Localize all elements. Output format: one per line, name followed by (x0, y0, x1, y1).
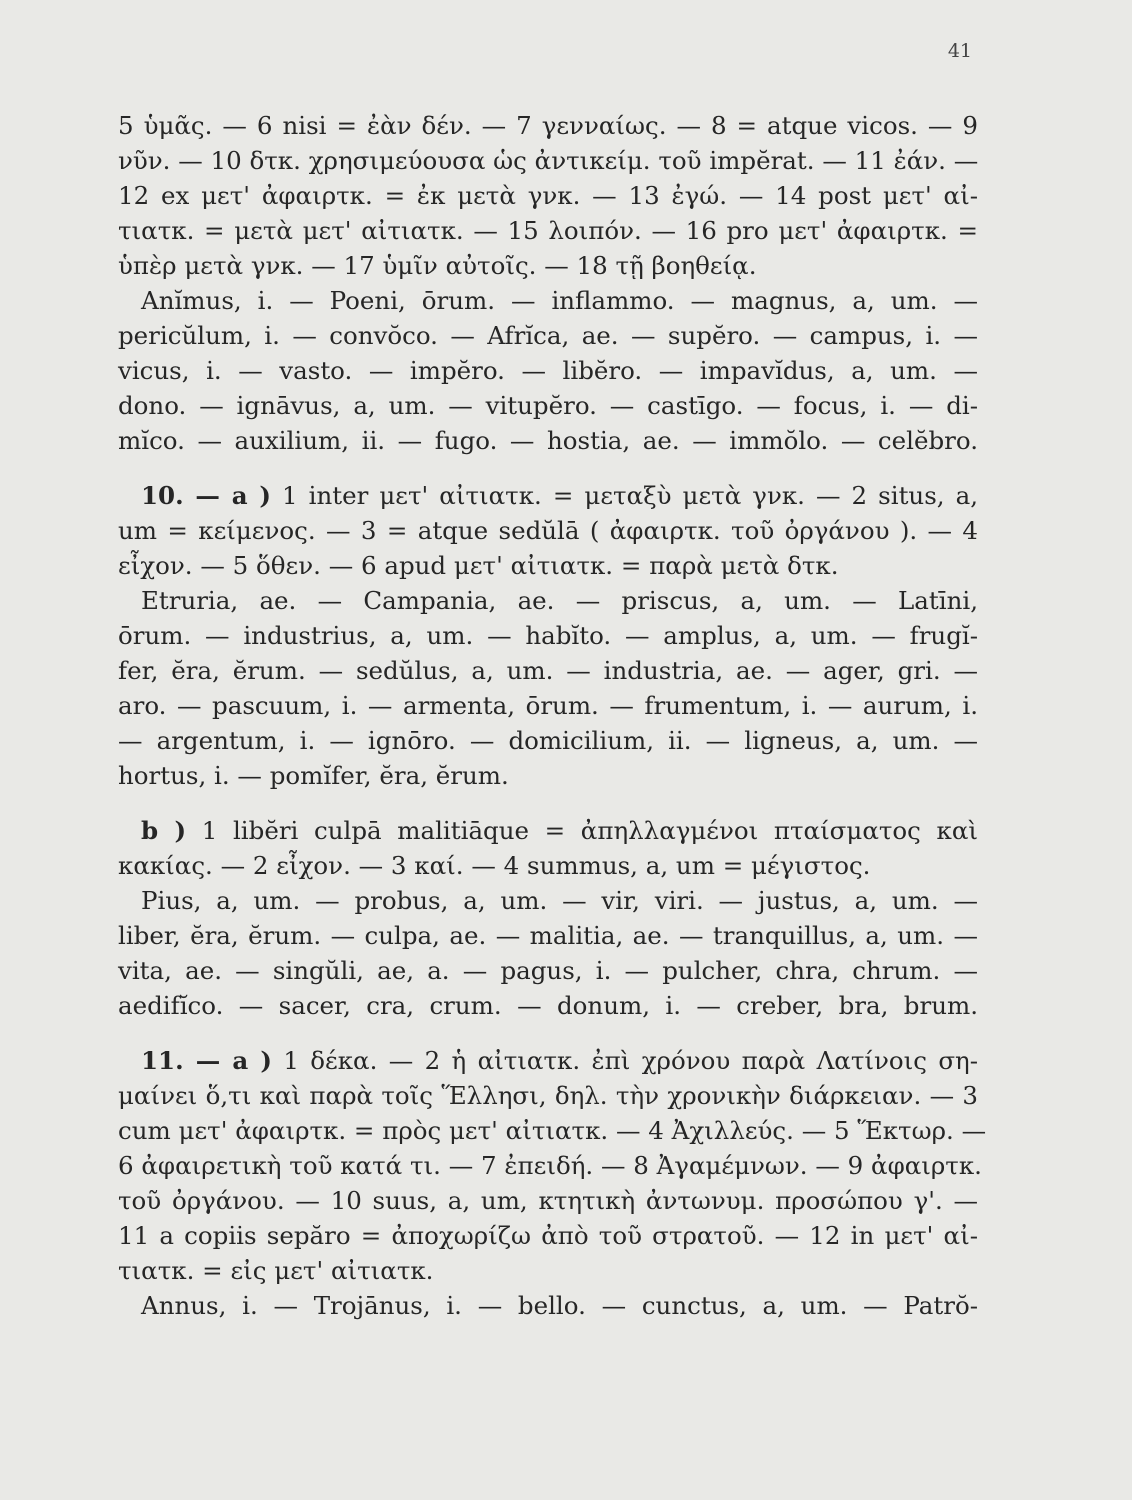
text-line: 12 ex μετ' ἀφαιρτκ. = ἐκ μετὰ γνκ. — 13 ἐγώ. — 14 post μετ' αἰ- (118, 181, 978, 210)
text-line: pericŭlum, i. — convŏco. — Afrĭca, ae. — supĕro. — campus, i. — (118, 321, 978, 350)
text-line: ὑπὲρ μετὰ γνκ. — 17 ὑμῖν αὐτοῖς. — 18 τῇ βοηθείᾳ. (118, 251, 757, 280)
text-line: τιατκ. = μετὰ μετ' αἰτιατκ. — 15 λοιπόν. — 16 pro μετ' ἀφαιρτκ. = (118, 216, 978, 245)
section-10b-heading-line (118, 813, 978, 848)
text-line: aro. — pascuum, i. — armenta, ōrum. — frumentum, i. — aurum, i. (118, 691, 978, 720)
text-line: 6 ἀφαιρετικὴ τοῦ κατά τι. — 7 ἐπειδή. — 8 Ἀγαμέμνων. — 9 ἀφαιρτκ. (118, 1151, 982, 1180)
text-line: vicus, i. — vasto. — impĕro. — libĕro. — impavĭdus, a, um. — (118, 356, 978, 385)
text-line: vita, ae. — singŭli, ae, a. — pagus, i. — pulcher, chra, chrum. — (118, 956, 978, 985)
section-mark-10b: b ) (141, 816, 187, 845)
text-line: Etruria, ae. — Campania, ae. — priscus, a, um. — Latīni, (141, 586, 978, 615)
text-line: τιατκ. = εἰς μετ' αἰτιατκ. (118, 1256, 434, 1285)
page-number: 41 (947, 40, 972, 62)
text-line: 1 δέκα. — 2 ἡ αἰτιατκ. ἐπὶ χρόνου παρὰ Λατίνοις ση- (283, 1046, 978, 1075)
text-line: liber, ĕra, ĕrum. — culpa, ae. — malitia, ae. — tranquillus, a, um. — (118, 921, 978, 950)
text-line: Annus, i. — Trojānus, i. — bello. — cunctus, a, um. — Patrŏ- (141, 1291, 978, 1320)
text-line: κακίας. — 2 εἶχον. — 3 καί. — 4 summus, a, um = μέγιστος. (118, 851, 871, 880)
text-line: hortus, i. — pomĭfer, ĕra, ĕrum. (118, 761, 509, 790)
section-10a-heading-line (118, 478, 978, 513)
text-line: 5 ὑμᾶς. — 6 nisi = ἐὰν δέν. — 7 γενναίως. — 8 = atque vicos. — 9 (118, 111, 978, 140)
text-line: aedifĭco. — sacer, cra, crum. — donum, i. — creber, bra, brum. (118, 991, 978, 1020)
page-text (118, 108, 987, 1323)
text-line: cum μετ' ἀφαιρτκ. = πρὸς μετ' αἰτιατκ. — 4 Ἀχιλλεύς. — 5 Ἕκτωρ. — (118, 1116, 987, 1145)
text-line: μαίνει ὅ,τι καὶ παρὰ τοῖς Ἕλλησι, δηλ. τὴν χρονικὴν διάρκειαν. — 3 (118, 1081, 978, 1110)
text-line: 11 a copiis sepăro = ἀποχωρίζω ἀπὸ τοῦ στρατοῦ. — 12 in μετ' αἰ- (118, 1221, 978, 1250)
section-mark-11a: 11. — a ) (141, 1046, 272, 1075)
text-line: 1 libĕri culpā malitiāque = ἀπηλλαγμένοι πταίσματος καὶ (201, 816, 978, 845)
section-11a-heading-line (118, 1043, 978, 1078)
text-line: mĭco. — auxilium, ii. — fugo. — hostia, ae. — immŏlo. — celĕbro. (118, 426, 978, 455)
text-line: dono. — ignāvus, a, um. — vitupĕro. — castīgo. — focus, i. — di- (118, 391, 978, 420)
section-mark-10a: 10. — a ) (141, 481, 271, 510)
text-line: — argentum, i. — ignōro. — domicilium, ii. — ligneus, a, um. — (118, 726, 978, 755)
text-line: τοῦ ὀργάνου. — 10 suus, a, um, κτητικὴ ἀντωνυμ. προσώπου γ'. — (118, 1186, 978, 1215)
text-line: ōrum. — industrius, a, um. — habĭto. — amplus, a, um. — frugĭ- (118, 621, 978, 650)
text-line: Anĭmus, i. — Poeni, ōrum. — inflammo. — magnus, a, um. — (141, 286, 978, 315)
text-line: εἶχον. — 5 ὅθεν. — 6 apud μετ' αἰτιατκ. = παρὰ μετὰ δτκ. (118, 551, 839, 580)
text-line: Pius, a, um. — probus, a, um. — vir, viri. — justus, a, um. — (141, 886, 978, 915)
text-line: um = κείμενος. — 3 = atque sedŭlā ( ἀφαιρτκ. τοῦ ὀργάνου ). — 4 (118, 516, 978, 545)
text-line: fer, ĕra, ĕrum. — sedŭlus, a, um. — industria, ae. — ager, gri. — (118, 656, 978, 685)
text-line: 1 inter μετ' αἰτιατκ. = μεταξὺ μετὰ γνκ. — 2 situs, a, (282, 481, 978, 510)
text-line: νῦν. — 10 δτκ. χρησιμεύουσα ὡς ἀντικείμ. τοῦ impĕrat. — 11 ἐάν. — (118, 146, 979, 175)
